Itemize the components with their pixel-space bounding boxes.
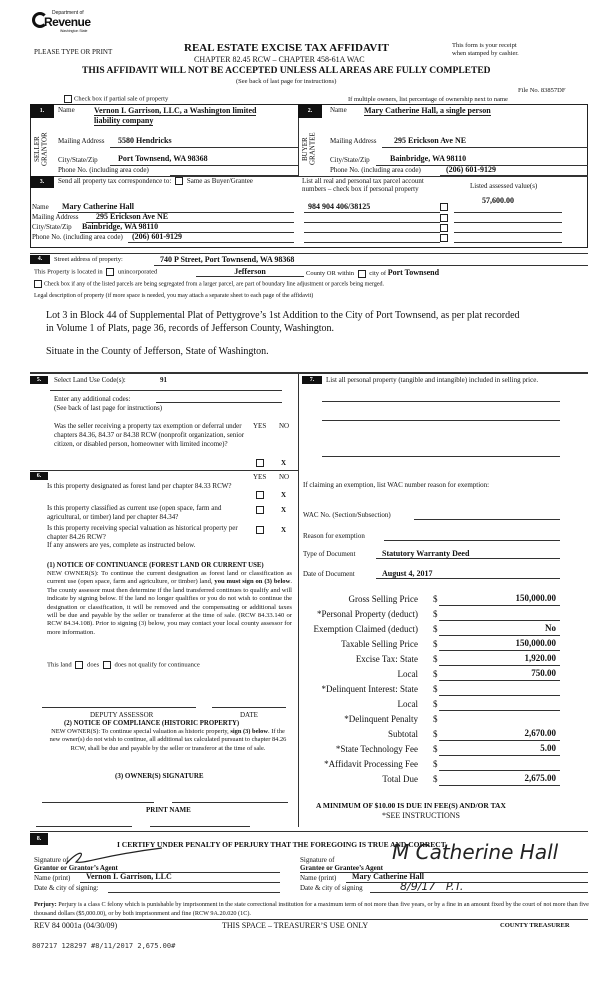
section-8-number: 8. xyxy=(30,833,48,845)
segregated-checkbox[interactable] xyxy=(34,280,42,288)
yes-header: YES xyxy=(253,422,267,430)
legal-description[interactable] xyxy=(46,309,586,358)
buyer-name[interactable]: Mary Catherine Hall, a single person xyxy=(364,106,491,115)
fee-row-excise-tax-state: Excise Tax: State $ 1,920.00 xyxy=(300,652,570,668)
parcel-row xyxy=(302,213,582,223)
send-correspondence-row xyxy=(58,177,253,185)
notice-compliance-title: (2) NOTICE OF COMPLIANCE (HISTORIC PROPERTY) xyxy=(64,720,240,727)
certify-statement: I CERTIFY UNDER PENALTY OF PERJURY THAT THE FOREGOING IS TRUE AND CORRECT xyxy=(117,840,446,849)
does-label: does xyxy=(87,661,100,669)
buyer-grantee-label: BUYER GRANTEE xyxy=(301,132,317,166)
correspondence-mailing-label: Mailing Address xyxy=(32,213,79,221)
buyer-city-label: City/State/Zip xyxy=(330,156,370,164)
parcel-assessed-value[interactable]: 57,600.00 xyxy=(482,196,514,205)
file-number: File No. 83857DF xyxy=(518,87,566,94)
segregated-label: Check box if any of the listed parcels are being segregated from a larger parcel, are part of boundary line adjustment or parcels being merged. xyxy=(44,281,384,288)
city-location-row xyxy=(306,268,439,278)
document-type-label: Type of Document xyxy=(303,550,356,558)
fee-row-gross-selling-price: Gross Selling Price $ 150,000.00 xyxy=(300,592,570,608)
seller-mailing-address[interactable]: 5580 Hendricks xyxy=(118,136,172,145)
affidavit-processing-fee[interactable] xyxy=(439,758,560,771)
date-label: DATE xyxy=(240,711,258,719)
continuance-qualify-row xyxy=(47,661,200,669)
logo-sub-text: Washington State xyxy=(60,29,88,33)
see-back-note: (See back of last page for instructions) xyxy=(54,404,163,412)
legal-line-1: Lot 3 in Block 44 of Supplemental Plat of Pettygrove’s 1st Addition to the City of Port Townsend, as per plat recorded xyxy=(46,310,520,321)
parcel-number[interactable]: 984 904 406/38125 xyxy=(308,202,371,211)
seller-city-label: City/State/Zip xyxy=(58,156,98,164)
send-correspondence-label: Send all property tax correspondence to: xyxy=(58,177,172,185)
fee-row-delinquent-penalty: *Delinquent Penalty $ xyxy=(300,712,570,728)
perjury-notice: Perjury: Perjury is a class C felony which is punishable by imprisonment in the state correctional institution for a maximum term of not more than five years, or by a fine in an amount fixed by the court of not more than five thousand dollars ($5,000.00), or by both imprisonment and fine (RCW 9A.20.020 (1C). xyxy=(34,901,589,917)
grantee-print-name[interactable]: Mary Catherine Hall xyxy=(352,872,424,881)
land-use-code[interactable]: 91 xyxy=(160,376,167,384)
wac-number-label: WAC No. (Section/Subsection) xyxy=(303,511,391,519)
current-use-yes-checkbox[interactable] xyxy=(256,506,264,514)
buyer-mailing-label: Mailing Address xyxy=(330,137,377,145)
located-label: This Property is located in xyxy=(34,268,103,276)
personal-property-line[interactable] xyxy=(322,456,560,457)
document-date[interactable]: August 4, 2017 xyxy=(382,569,433,578)
grantee-signature-label: Signature of xyxy=(300,856,335,864)
buyer-phone-label: Phone No. (including area code) xyxy=(330,166,421,174)
total-due[interactable]: 2,675.00 xyxy=(439,773,560,786)
parcel-header-1: List all real and personal tax parcel account xyxy=(302,177,424,185)
current-use-no-mark[interactable]: X xyxy=(281,506,287,514)
document-type[interactable]: Statutory Warranty Deed xyxy=(382,549,470,558)
form-chapter: CHAPTER 82.45 RCW – CHAPTER 458-61A WAC xyxy=(194,55,365,64)
fee-row-subtotal: Subtotal $ 2,670.00 xyxy=(300,727,570,743)
parcel-row xyxy=(302,223,582,233)
legal-line-2: in Volume 1 of Plats, page 36, records of Jefferson County, Washington. xyxy=(46,323,335,334)
seller-phone-label: Phone No. (including area code) xyxy=(58,166,149,174)
parcel-row xyxy=(302,196,582,212)
does-not-label: does not qualify for continuance xyxy=(114,661,200,669)
land-use-label: Select Land Use Code(s): xyxy=(54,376,126,384)
seller-name-line1[interactable]: Vernon I. Garrison, LLC, a Washington limited xyxy=(94,106,257,115)
if-yes-note: If any answers are yes, complete as instructed below. xyxy=(47,541,196,549)
exemption-claimed[interactable]: No xyxy=(439,623,560,636)
county-or-label: County OR within xyxy=(306,270,355,277)
notice-continuance-title: (1) NOTICE OF CONTINUANCE (FOREST LAND OR CURRENT USE) xyxy=(47,562,264,569)
city-of-label: city of xyxy=(369,270,387,277)
correspondence-name[interactable]: Mary Catherine Hall xyxy=(62,202,134,211)
grantor-date-label: Date & city of signing: xyxy=(34,884,99,892)
county-treasurer-label: COUNTY TREASURER xyxy=(500,922,570,929)
section-6-number: 6. xyxy=(30,472,48,480)
within-city-checkbox[interactable] xyxy=(358,270,366,278)
notice-continuance-text: NEW OWNER(S): To continue the current designation as forest land or classification as current use (open space, farm and agriculture, or timber) land, you must sign on (3) below. The county assessor must then determine if the land transferred continues to qualify and will indicate by signing below. If the land no longer qualifies or you do not wish to continue the designation or classification, it will be removed and the compensating or additional taxes will be due and payable by the seller or transferor at the time of sale. (RCW 84.33.140 or RCW 84.34.108). Prior to signing (3) below, you may contact your local county assessor for more information. xyxy=(47,570,292,636)
form-number: REV 84 0001a (04/30/09) xyxy=(34,921,118,930)
correspondence-phone-label: Phone No. (including area code) xyxy=(32,233,123,241)
buyer-mailing-address[interactable]: 295 Erickson Ave NE xyxy=(394,136,467,145)
parcel-row xyxy=(302,233,582,243)
notice-compliance-text: NEW OWNER(S): To continue special valuation as historic property, sign (3) below. If the new owner(s) do not wish to continue, all additional tax calculated pursuant to chapter 84.26 RCW, shall be due and payable by the seller or transferor at the time of sale. xyxy=(49,728,287,752)
personal-property-line[interactable] xyxy=(322,420,560,421)
seller-mailing-label: Mailing Address xyxy=(58,137,105,145)
forest-land-question: Is this property designated as forest land per chapter 84.33 RCW? xyxy=(47,482,232,490)
section-7-number: 7. xyxy=(302,376,322,384)
receipt-note-2: when stamped by cashier. xyxy=(452,50,519,57)
partial-sale-row xyxy=(62,95,168,103)
this-land-label: This land xyxy=(47,661,72,669)
partial-sale-checkbox[interactable] xyxy=(64,95,72,103)
subtotal[interactable]: 2,670.00 xyxy=(439,728,560,741)
section-5-number: 5. xyxy=(30,376,48,384)
grantor-name-label: Name (print) xyxy=(34,874,71,882)
claim-exemption-label: If claiming an exemption, list WAC number reason for exemption: xyxy=(303,481,490,489)
personal-property-checkbox[interactable] xyxy=(440,234,448,242)
correspondence-name-label: Name xyxy=(32,203,49,211)
property-city[interactable]: Port Townsend xyxy=(387,268,440,277)
yes-header: YES xyxy=(253,473,267,481)
personal-property-checkbox[interactable] xyxy=(440,203,448,211)
forest-land-yes-checkbox[interactable] xyxy=(256,491,264,499)
personal-property-checkbox[interactable] xyxy=(440,214,448,222)
correspondence-mailing[interactable]: 295 Erickson Ave NE xyxy=(96,212,169,221)
seller-name-line2[interactable]: liability company xyxy=(94,116,154,125)
forest-land-no-mark[interactable]: X xyxy=(281,491,287,499)
exemption-reason-label: Reason for exemption xyxy=(303,532,365,540)
grantor-signature[interactable] xyxy=(58,846,118,862)
warning-text: THIS AFFIDAVIT WILL NOT BE ACCEPTED UNLESS ALL AREAS ARE FULLY COMPLETED xyxy=(82,66,491,76)
personal-property-label: List all personal property (tangible and intangible) included in selling price. xyxy=(326,376,539,384)
owner-signature-label: (3) OWNER(S) SIGNATURE xyxy=(115,772,204,780)
exemption-question: Was the seller receiving a property tax exemption or deferral under chapters 84.36, 84.37 or 84.38 RCW (nonprofit organization, senior citizen, or disabled person, homeowner with limited income)? xyxy=(54,422,245,448)
state-technology-fee[interactable]: 5.00 xyxy=(439,743,560,756)
no-header: NO xyxy=(279,473,290,481)
fee-row-taxable-selling-price: Taxable Selling Price $ 150,000.00 xyxy=(300,637,570,653)
dor-logo xyxy=(30,8,90,38)
personal-property-line[interactable] xyxy=(322,401,560,402)
please-type-text: PLEASE TYPE OR PRINT xyxy=(34,48,113,56)
does-qualify-checkbox[interactable] xyxy=(75,661,83,669)
minimum-due-note: A MINIMUM OF $10.00 IS DUE IN FEE(S) AND/OR TAX xyxy=(316,801,506,810)
section-3-number: 3. xyxy=(30,176,54,188)
see-instructions-note: *SEE INSTRUCTIONS xyxy=(382,811,461,820)
seller-city-state-zip[interactable]: Port Townsend, WA 98368 xyxy=(118,154,208,163)
excise-tax-local[interactable]: 750.00 xyxy=(439,668,560,681)
fee-row-state-technology-fee: *State Technology Fee $ 5.00 xyxy=(300,742,570,758)
no-header: NO xyxy=(279,422,290,430)
historic-question: Is this property receiving special valuation as historical property per chapter 84.26 RCW? xyxy=(47,524,238,541)
instructions-note: (See back of last page for instructions) xyxy=(236,78,337,85)
grantee-signature[interactable]: M Catherine Hall xyxy=(392,840,559,864)
legal-description-label: Legal description of property (if more space is needed, you may attach a separate sheet to each page of the affidavit) xyxy=(34,293,314,299)
treasurer-space-label: THIS SPACE – TREASURER’S USE ONLY xyxy=(222,921,369,930)
personal-property-checkbox[interactable] xyxy=(440,224,448,232)
assessed-value-header: Listed assessed value(s) xyxy=(470,182,538,190)
print-name-label: PRINT NAME xyxy=(146,806,191,814)
excise-tax-state[interactable]: 1,920.00 xyxy=(439,653,560,666)
form-title: REAL ESTATE EXCISE TAX AFFIDAVIT xyxy=(184,42,389,54)
grantor-signature-label: Signature of xyxy=(34,856,69,864)
current-use-question: Is this property classified as current use (open space, farm and agricultural, or timber) land per chapter 84.34? xyxy=(47,504,222,521)
exemption-no-mark[interactable]: X xyxy=(281,459,287,467)
unincorporated-label: unincorporated xyxy=(117,268,158,276)
logo-top-text: Department of xyxy=(52,10,84,16)
delinquent-interest-state[interactable] xyxy=(439,683,560,696)
same-as-buyer-checkbox[interactable] xyxy=(175,177,183,185)
property-street-address[interactable]: 740 P Street, Port Townsend, WA 98368 xyxy=(160,255,295,264)
fee-row-affidavit-processing-fee: *Affidavit Processing Fee $ xyxy=(300,757,570,773)
grantee-date-city[interactable]: 8/9/17 P.T. xyxy=(400,880,464,893)
section-1-number: 1. xyxy=(30,104,54,118)
treasurer-stamp: 807217 128297 #8/11/2017 2,675.00# xyxy=(32,942,176,950)
personal-property-deduct[interactable] xyxy=(439,608,560,621)
property-county[interactable]: Jefferson xyxy=(196,267,304,277)
taxable-selling-price[interactable]: 150,000.00 xyxy=(439,638,560,651)
fee-row-personal-property: *Personal Property (deduct) $ xyxy=(300,607,570,623)
grantor-print-name[interactable]: Vernon I. Garrison, LLC xyxy=(86,872,172,881)
seller-name-label: Name xyxy=(58,106,75,114)
grantee-date-label: Date & city of signing xyxy=(300,884,363,892)
unincorporated-checkbox[interactable] xyxy=(106,268,114,276)
fee-row-total-due: Total Due $ 2,675.00 xyxy=(300,772,570,788)
section-2-number: 2. xyxy=(298,104,322,118)
document-date-label: Date of Document xyxy=(303,570,355,578)
buyer-name-label: Name xyxy=(330,106,347,114)
logo-main-text: Revenue xyxy=(44,15,91,29)
grantor-agent-label: Grantor or Grantor’s Agent xyxy=(34,864,118,872)
correspondence-phone[interactable]: (206) 601-9129 xyxy=(132,232,182,241)
section-4-number: 4. xyxy=(30,255,50,264)
same-as-buyer-label: Same as Buyer/Grantee xyxy=(186,177,253,185)
fee-row-delinquent-interest-state: *Delinquent Interest: State $ xyxy=(300,682,570,698)
historic-no-mark[interactable]: X xyxy=(281,526,287,534)
correspondence-city-label: City/State/Zip xyxy=(32,223,72,231)
does-not-qualify-checkbox[interactable] xyxy=(103,661,111,669)
buyer-city-state-zip[interactable]: Bainbridge, WA 98110 xyxy=(390,154,467,163)
additional-codes-label: Enter any additional codes: xyxy=(54,395,131,403)
fee-row-excise-tax-local: Local $ 750.00 xyxy=(300,667,570,683)
grantee-name-label: Name (print) xyxy=(300,874,337,882)
gross-selling-price[interactable]: 150,000.00 xyxy=(439,593,560,606)
deputy-assessor-label: DEPUTY ASSESSOR xyxy=(90,711,154,719)
correspondence-city[interactable]: Bainbridge, WA 98110 xyxy=(82,222,159,231)
parcel-header-2: numbers – check box if personal property xyxy=(302,185,419,193)
segregated-row xyxy=(32,280,384,288)
partial-sale-label: Check box if partial sale of property xyxy=(74,95,169,103)
fee-row-delinquent-interest-local: Local $ xyxy=(300,697,570,713)
property-location-row xyxy=(34,268,157,276)
grantee-agent-label: Grantee or Grantee’s Agent xyxy=(300,864,384,872)
multiple-owners-note: If multiple owners, list percentage of ownership next to name xyxy=(348,96,508,103)
fee-row-exemption-claimed: Exemption Claimed (deduct) $ No xyxy=(300,622,570,638)
historic-yes-checkbox[interactable] xyxy=(256,526,264,534)
street-address-label: Street address of property: xyxy=(54,256,123,263)
delinquent-interest-local[interactable] xyxy=(439,698,560,711)
buyer-phone[interactable]: (206) 601-9129 xyxy=(446,165,496,174)
exemption-yes-checkbox[interactable] xyxy=(256,459,264,467)
delinquent-penalty[interactable] xyxy=(439,713,560,726)
legal-line-3: Situate in the County of Jefferson, State of Washington. xyxy=(46,346,269,357)
receipt-note-1: This form is your receipt xyxy=(452,42,517,49)
seller-grantor-label: SELLER GRANTOR xyxy=(33,132,49,166)
